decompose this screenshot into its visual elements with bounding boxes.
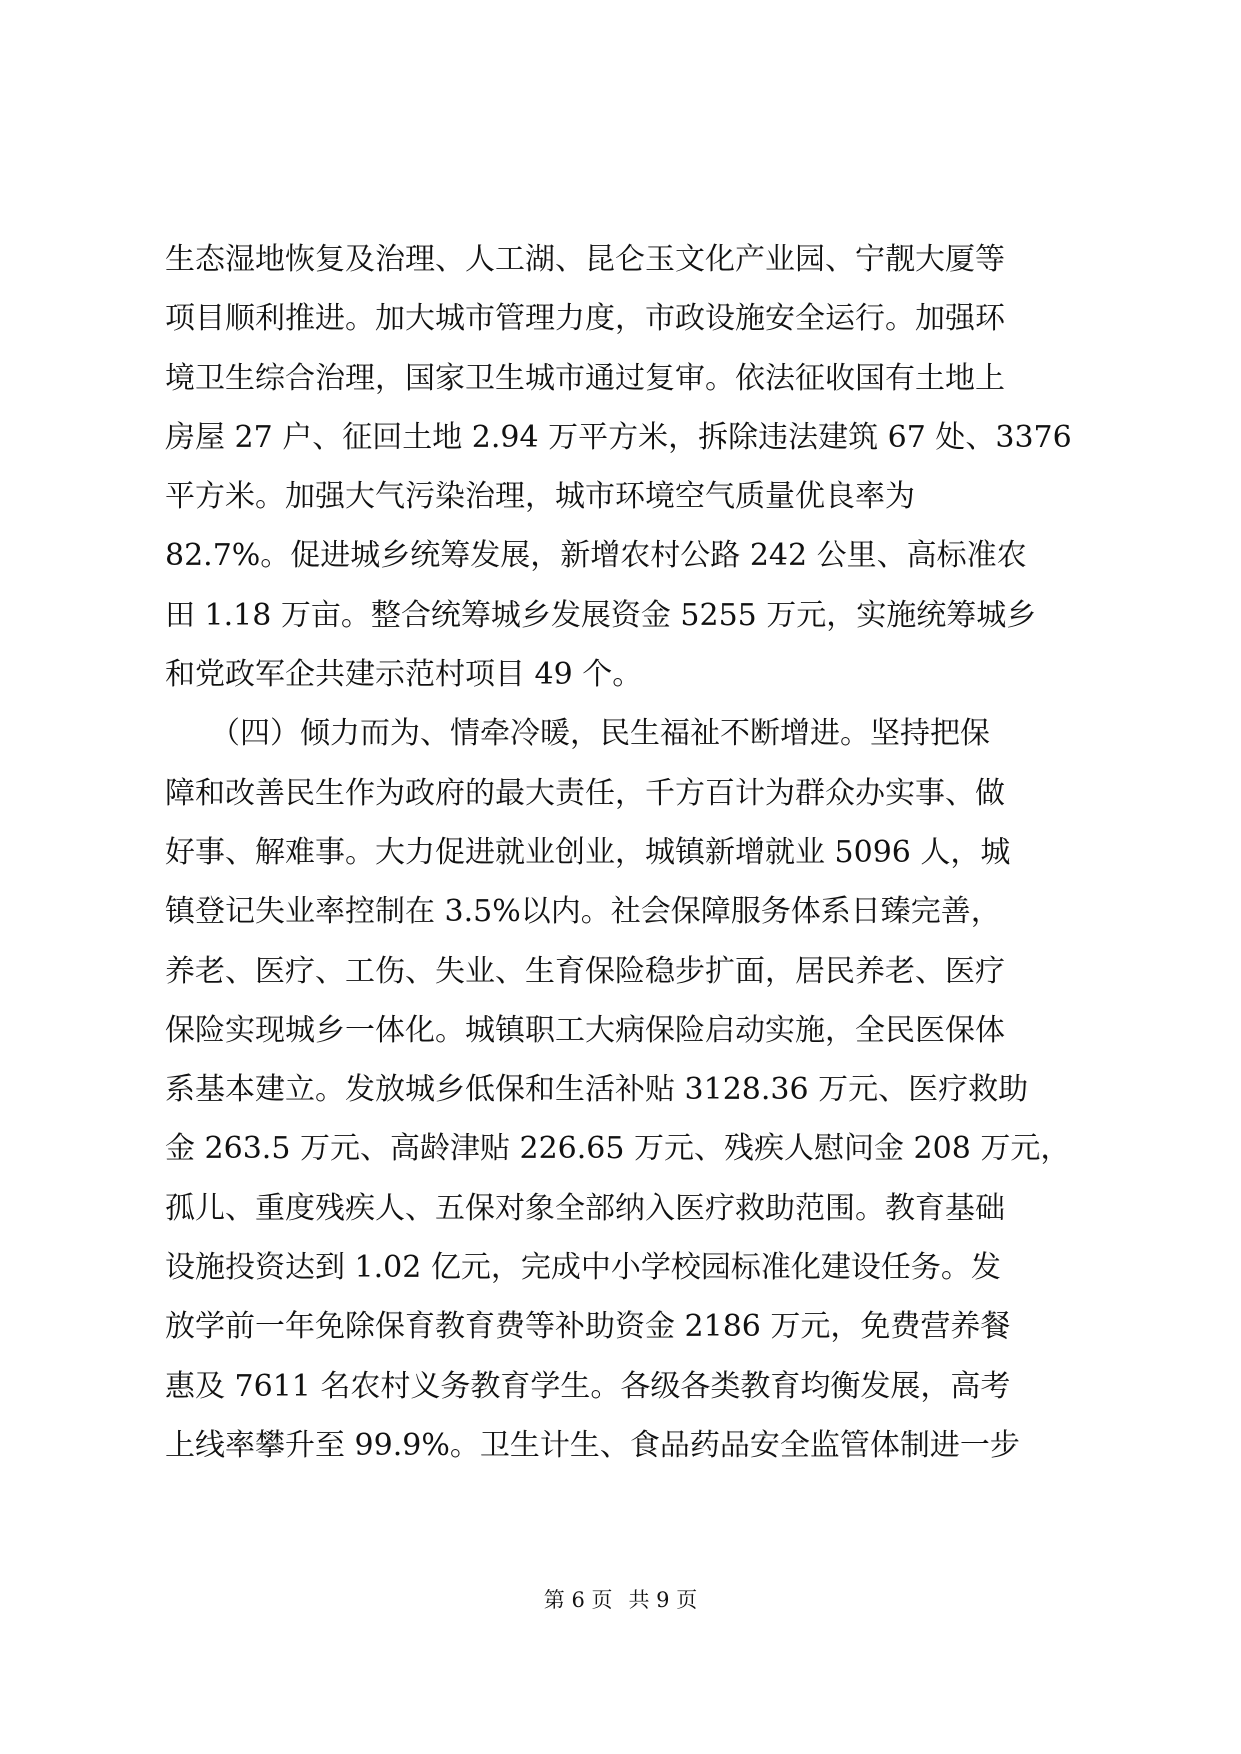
text-line: 好事、解难事。大力促进就业创业，城镇新增就业 5096 人，城 — [165, 834, 1011, 870]
text-line: 放学前一年免除保育教育费等补助资金 2186 万元，免费营养餐 — [165, 1309, 1011, 1345]
text-line: 惠及 7611 名农村义务教育学生。各级各类教育均衡发展，高考 — [165, 1368, 1011, 1404]
text-line: 境卫生综合治理，国家卫生城市通过复审。依法征收国有土地上 — [165, 360, 1005, 396]
text-line: 系基本建立。发放城乡低保和生活补贴 3128.36 万元、医疗救助 — [165, 1072, 1029, 1108]
text-line: 设施投资达到 1.02 亿元，完成中小学校园标准化建设任务。发 — [165, 1250, 1001, 1286]
text-line: 孤儿、重度残疾人、五保对象全部纳入医疗救助范围。教育基础 — [165, 1190, 1005, 1226]
text-line: 养老、医疗、工伤、失业、生育保险稳步扩面，居民养老、医疗 — [165, 953, 1005, 989]
text-line: 上线率攀升至 99.9%。卫生计生、食品药品安全监管体制进一步 — [165, 1427, 1020, 1463]
text-line: 镇登记失业率控制在 3.5%以内。社会保障服务体系日臻完善， — [165, 894, 1001, 930]
text-line: 生态湿地恢复及治理、人工湖、昆仑玉文化产业园、宁靓大厦等 — [165, 242, 1005, 277]
page-footer — [0, 1585, 1241, 1615]
page-number-total: 共 9 页 — [628, 1588, 698, 1612]
text-line: 田 1.18 万亩。整合统筹城乡发展资金 5255 万元，实施统筹城乡 — [165, 597, 1037, 633]
text-line: 项目顺利推进。加大城市管理力度，市政设施安全运行。加强环 — [165, 301, 1005, 337]
text-line: （四）倾力而为、情牵冷暖，民生福祉不断增进。坚持把保 — [165, 716, 990, 752]
text-line: 保险实现城乡一体化。城镇职工大病保险启动实施，全民医保体 — [165, 1012, 1005, 1048]
body-text — [165, 230, 1077, 1475]
text-line: 82.7%。促进城乡统筹发展，新增农村公路 242 公里、高标准农 — [165, 538, 1027, 574]
page-number-current: 第 6 页 — [543, 1588, 613, 1612]
text-line: 障和改善民生作为政府的最大责任，千方百计为群众办实事、做 — [165, 775, 1005, 811]
text-line: 和党政军企共建示范村项目 49 个。 — [165, 657, 643, 693]
text-line: 金 263.5 万元、高龄津贴 226.65 万元、残疾人慰问金 208 万元， — [165, 1131, 1071, 1167]
text-line: 房屋 27 户、征回土地 2.94 万平方米，拆除违法建筑 67 处、3376 — [165, 419, 1072, 455]
text-line: 平方米。加强大气污染治理，城市环境空气质量优良率为 — [165, 479, 915, 515]
